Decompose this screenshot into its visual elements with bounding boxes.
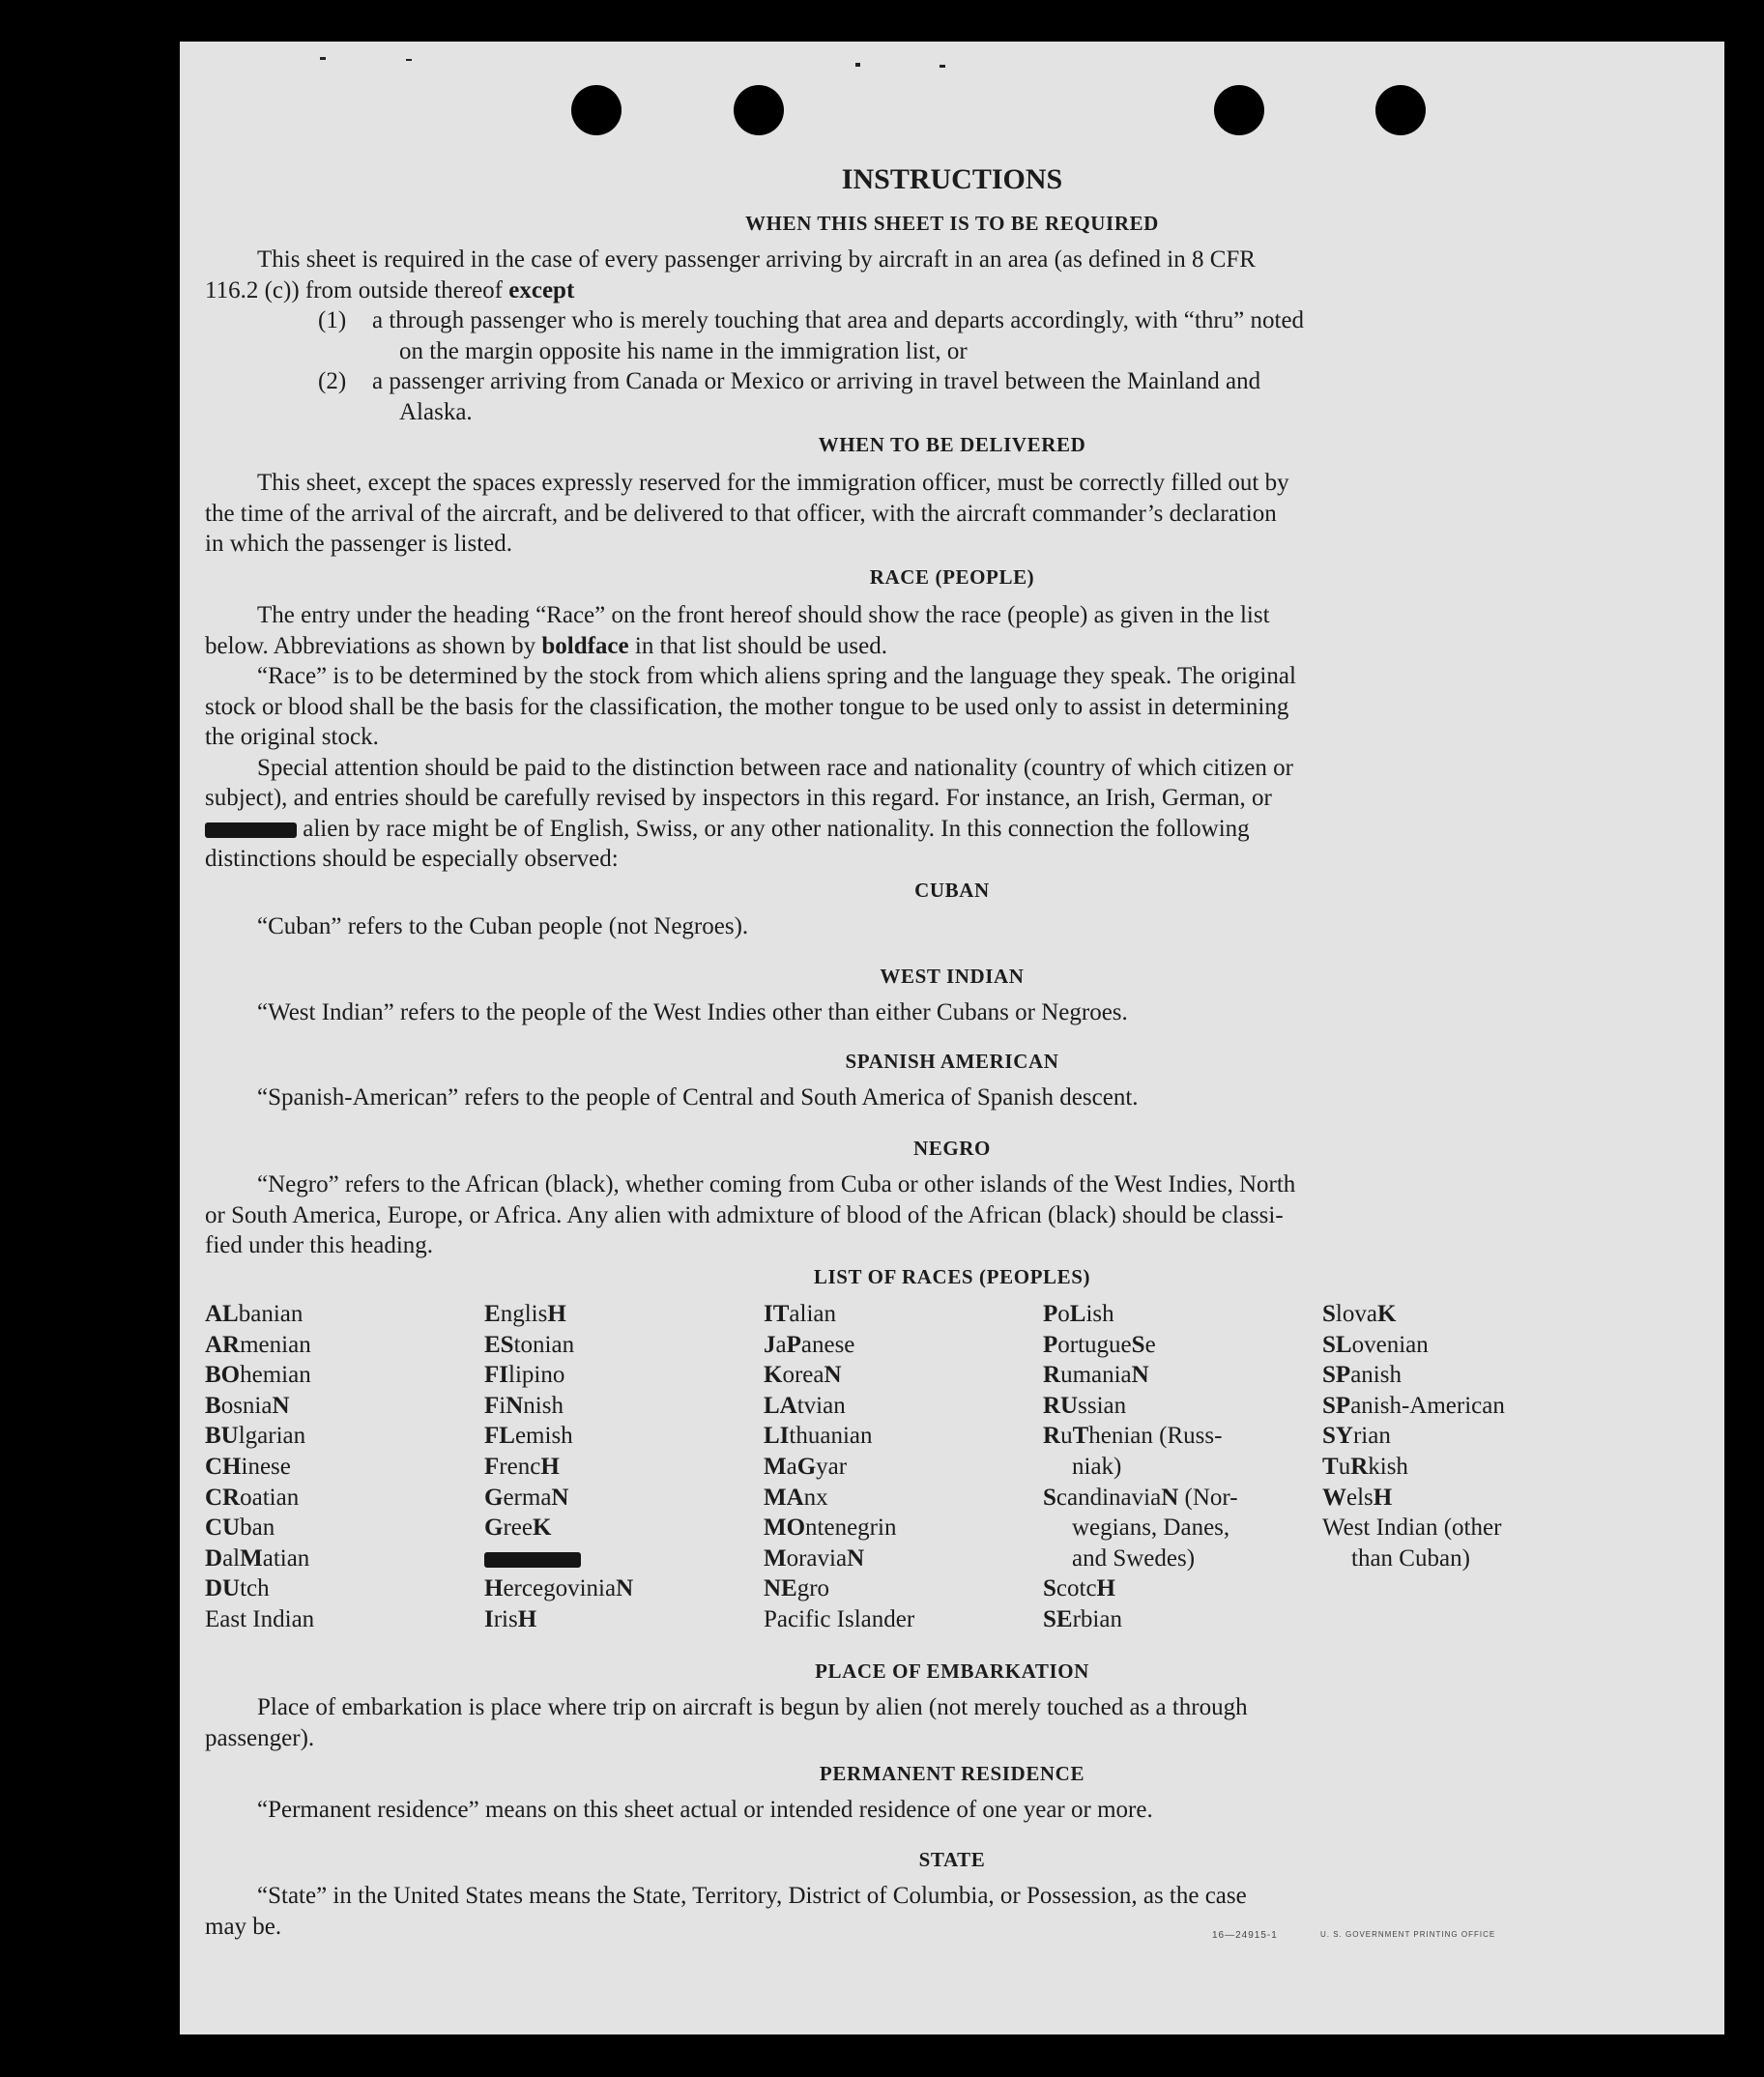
- race-entry: DUtch: [205, 1575, 270, 1602]
- cuban-paragraph: “Cuban” refers to the Cuban people (not Negroes).: [257, 913, 749, 939]
- spanish-american-paragraph: “Spanish-American” refers to the people of Central and South America of Spanish descent.: [257, 1084, 1139, 1111]
- race-entry: East Indian: [205, 1605, 315, 1632]
- race-entry: NEgro: [764, 1575, 830, 1602]
- race-entry: RuThenian (Russ-: [1043, 1423, 1223, 1450]
- race-entry: wegians, Danes,: [1072, 1514, 1230, 1542]
- race-entry: [484, 1543, 633, 1574]
- race-entry: FiNnish: [484, 1392, 564, 1419]
- section-heading: PERMANENT RESIDENCE: [819, 1762, 1085, 1785]
- race-entry: FIlipino: [484, 1362, 565, 1389]
- race-entry: BOhemian: [205, 1362, 311, 1389]
- residence-paragraph: “Permanent residence” means on this sheet actual or intended residence of one year or more.: [257, 1797, 1153, 1823]
- race-column: [205, 1299, 314, 1635]
- race-entry: ALbanian: [205, 1301, 304, 1327]
- race-entry: MOntenegrin: [764, 1514, 897, 1542]
- punch-hole: [1375, 85, 1426, 135]
- race-entry: FrencH: [484, 1453, 560, 1480]
- speck: [855, 63, 860, 67]
- race-entry: JaPanese: [764, 1331, 855, 1358]
- embarkation-paragraph: Place of embarkation is place where trip on aircraft is begun by alien (not merely touched as a through passenger).: [205, 1694, 1248, 1751]
- redaction-mark: [484, 1552, 581, 1568]
- section-heading: RACE (PEOPLE): [869, 565, 1035, 589]
- punch-hole: [571, 85, 622, 135]
- race-paragraph: The entry under the heading “Race” on the front hereof should show the race (people) as given in the list below. Abbreviations as shown by boldface in that list should be used. “Race” is to be determined by the stock from which aliens spring and the language they speak. The original stock or blood shall be the basis for the classification, the mother tongue to be used only to assist in determining the original stock. Special attention should be paid to the distinction between race and nationality (country of which citizen or subject), and entries should be carefully revised by inspectors in this regard. For instance, an Irish, German, or alien by race might be of English, Swiss, or any other nationality. In this connection the following distinctions should be especially observed:: [205, 602, 1296, 872]
- race-entry: BosniaN: [205, 1392, 290, 1419]
- race-entry: ITalian: [764, 1301, 836, 1327]
- race-entry: ScotcH: [1043, 1575, 1115, 1602]
- race-entry: PortugueSe: [1043, 1331, 1156, 1358]
- section-heading: WHEN THIS SHEET IS TO BE REQUIRED: [745, 212, 1159, 235]
- redaction-mark: [205, 822, 297, 838]
- race-entry: RumaniaN: [1043, 1362, 1149, 1389]
- west-indian-paragraph: “West Indian” refers to the people of the West Indies other than either Cubans or Negroes.: [257, 999, 1128, 1025]
- race-entry: SYrian: [1322, 1423, 1391, 1450]
- form-number: 16—24915-1: [1212, 1930, 1278, 1941]
- race-column: [1322, 1299, 1505, 1573]
- race-entry: SPanish-American: [1322, 1392, 1505, 1419]
- document-sheet: [180, 42, 1724, 2034]
- race-entry: Pacific Islander: [764, 1605, 915, 1632]
- printer-imprint: U. S. GOVERNMENT PRINTING OFFICE: [1320, 1930, 1496, 1939]
- delivered-paragraph: This sheet, except the spaces expressly reserved for the immigration officer, must be correctly filled out by the time of the arrival of the aircraft, and be delivered to that officer, with the aircraft commander’s declaration in which the passenger is listed.: [205, 470, 1289, 557]
- section-heading: CUBAN: [914, 879, 990, 902]
- race-entry: CUban: [205, 1514, 275, 1542]
- race-entry: SlovaK: [1322, 1301, 1397, 1327]
- race-column: [764, 1299, 914, 1635]
- race-entry: KoreaN: [764, 1362, 842, 1389]
- race-entry: ARmenian: [205, 1331, 311, 1358]
- race-entry: SErbian: [1043, 1605, 1122, 1632]
- page-title: INSTRUCTIONS: [841, 163, 1063, 195]
- race-entry: niak): [1072, 1453, 1122, 1480]
- race-entry: and Swedes): [1072, 1544, 1196, 1572]
- race-entry: TuRkish: [1322, 1453, 1408, 1480]
- race-entry: CRoatian: [205, 1484, 300, 1511]
- required-paragraph: This sheet is required in the case of every passenger arriving by aircraft in an area (as defined in 8 CFR 116.2 (c)) from outside thereof except: [205, 246, 1256, 303]
- negro-paragraph: “Negro” refers to the African (black), whether coming from Cuba or other islands of the West Indies, North or South America, Europe, or Africa. Any alien with admixture of blood of the African (black) should be classi- fied under this heading.: [205, 1171, 1296, 1258]
- speck: [406, 59, 412, 61]
- exception-item: a through passenger who is merely touching that area and departs accordingly, with “thru” noted on the margin opposite his name in the immigration list, or: [372, 307, 1305, 364]
- section-heading: STATE: [918, 1848, 986, 1871]
- race-entry: GreeK: [484, 1514, 552, 1542]
- state-paragraph: “State” in the United States means the State, Territory, District of Columbia, or Possession, as the case may be.: [205, 1883, 1247, 1940]
- race-entry: FLemish: [484, 1423, 573, 1450]
- race-entry: GermaN: [484, 1484, 569, 1511]
- race-entry: DalMatian: [205, 1544, 310, 1572]
- punch-hole: [734, 85, 784, 135]
- race-entry: SPanish: [1322, 1362, 1402, 1389]
- race-entry: HercegoviniaN: [484, 1575, 634, 1602]
- speck: [940, 65, 945, 68]
- race-entry: CHinese: [205, 1453, 291, 1480]
- race-entry: LIthuanian: [764, 1423, 873, 1450]
- race-entry: than Cuban): [1351, 1544, 1470, 1572]
- race-entry: MaGyar: [764, 1453, 848, 1480]
- punch-hole: [1214, 85, 1264, 135]
- race-column: [484, 1299, 633, 1635]
- section-heading: WEST INDIAN: [880, 965, 1025, 988]
- race-entry: WelsH: [1322, 1484, 1393, 1511]
- race-entry: BUlgarian: [205, 1423, 306, 1450]
- exception-item: a passenger arriving from Canada or Mexico or arriving in travel between the Mainland and Alaska.: [372, 368, 1261, 425]
- race-entry: LAtvian: [764, 1392, 846, 1419]
- section-heading: LIST OF RACES (PEOPLES): [813, 1265, 1091, 1288]
- race-column: [1043, 1299, 1238, 1635]
- race-entry: MAnx: [764, 1484, 828, 1511]
- speck: [320, 57, 326, 60]
- race-entry: MoraviaN: [764, 1544, 865, 1572]
- race-entry: EStonian: [484, 1331, 575, 1358]
- race-entry: RUssian: [1043, 1392, 1127, 1419]
- race-entry: West Indian (other: [1322, 1514, 1502, 1542]
- race-entry: ScandinaviaN (Nor-: [1043, 1484, 1238, 1511]
- race-entry: SLovenian: [1322, 1331, 1429, 1358]
- race-entry: EnglisH: [484, 1301, 566, 1327]
- race-entry: PoLish: [1043, 1301, 1114, 1327]
- section-heading: WHEN TO BE DELIVERED: [818, 433, 1086, 456]
- race-entry: IrisH: [484, 1605, 537, 1632]
- item-number: (1): [318, 307, 347, 333]
- section-heading: NEGRO: [912, 1137, 991, 1160]
- item-number: (2): [318, 368, 347, 394]
- section-heading: PLACE OF EMBARKATION: [815, 1659, 1089, 1683]
- section-heading: SPANISH AMERICAN: [845, 1050, 1059, 1073]
